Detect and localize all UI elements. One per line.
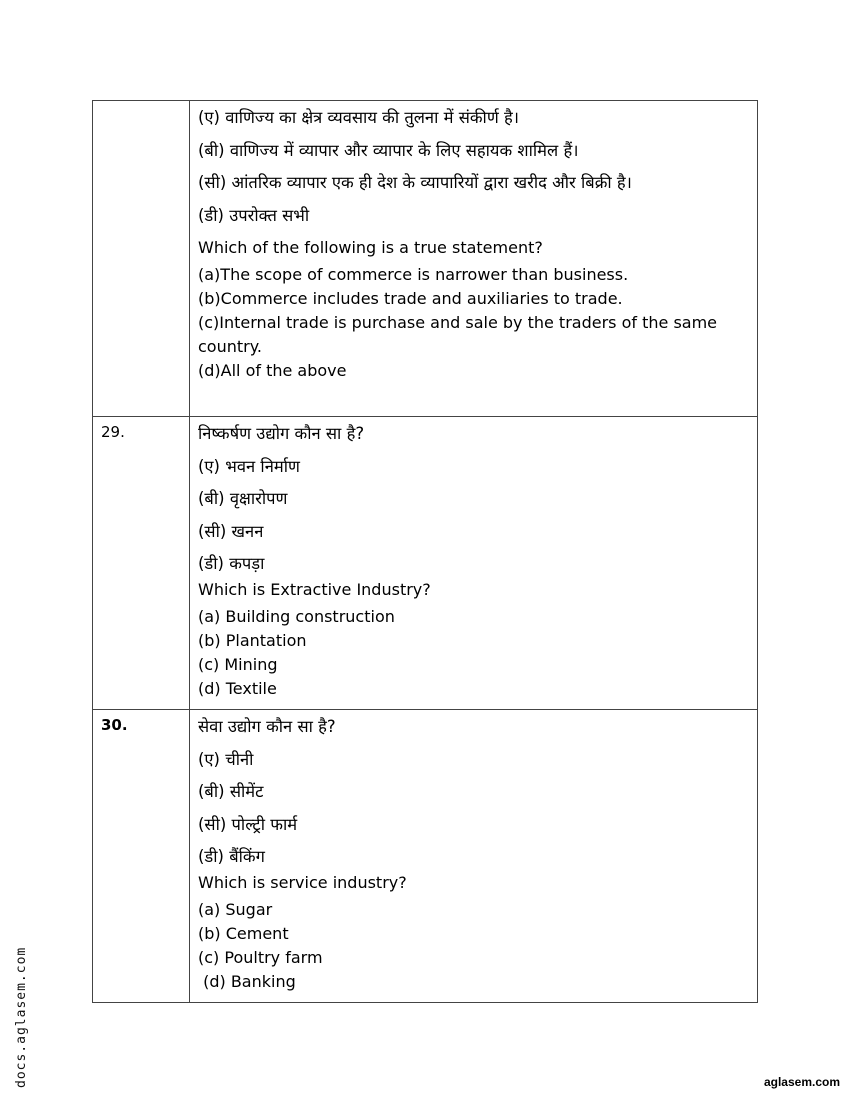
hindi-option: (बी) वृक्षारोपण — [198, 489, 288, 508]
side-watermark: docs.aglasem.com — [14, 946, 29, 1088]
english-question: Which is service industry? — [198, 873, 407, 892]
hindi-option: (ए) वाणिज्य का क्षेत्र व्यवसाय की तुलना में संकीर्ण है। — [198, 108, 520, 127]
question-row — [93, 710, 758, 1003]
english-option: (d)All of the above — [198, 361, 347, 380]
english-option: (a) Building construction — [198, 607, 395, 626]
question-body — [190, 417, 758, 710]
question-body — [190, 101, 758, 417]
hindi-question: निष्कर्षण उद्योग कौन सा है? — [198, 424, 365, 443]
question-number: 30. — [93, 710, 190, 1003]
question-row — [93, 417, 758, 710]
hindi-option: (बी) वाणिज्य में व्यापार और व्यापार के लिए सहायक शामिल हैं। — [198, 140, 579, 160]
english-option: (b) Plantation — [198, 631, 307, 650]
hindi-option: (सी) आंतरिक व्यापार एक ही देश के व्यापारियों द्वारा खरीद और बिक्री है। — [198, 173, 632, 192]
hindi-option: (ए) चीनी — [198, 749, 254, 769]
hindi-option: (सी) खनन — [198, 521, 264, 541]
hindi-option: (डी) उपरोक्त सभी — [198, 205, 310, 225]
question-table — [92, 100, 758, 1003]
english-question: Which of the following is a true statement? — [198, 238, 543, 257]
english-option: (a) Sugar — [198, 900, 273, 919]
english-option: (d) Banking — [198, 972, 296, 991]
hindi-option: (सी) पोल्ट्री फार्म — [198, 814, 298, 834]
hindi-option: (ए) भवन निर्माण — [198, 456, 300, 476]
question-body — [190, 710, 758, 1003]
english-option: (b) Cement — [198, 924, 289, 943]
english-option: (c) Mining — [198, 655, 278, 674]
question-number: 29. — [93, 417, 190, 710]
hindi-option: (डी) बैंकिंग — [198, 847, 265, 866]
english-option: (c)Internal trade is purchase and sale by the traders of the same country. — [198, 313, 718, 356]
english-option: (c) Poultry farm — [198, 948, 323, 967]
english-question: Which is Extractive Industry? — [198, 580, 431, 599]
hindi-option: (बी) सीमेंट — [198, 782, 264, 801]
hindi-question: सेवा उद्योग कौन सा है? — [198, 717, 336, 736]
english-option: (d) Textile — [198, 679, 277, 698]
english-option: (b)Commerce includes trade and auxiliaries to trade. — [198, 289, 623, 308]
english-option: (a)The scope of commerce is narrower than business. — [198, 265, 629, 284]
hindi-option: (डी) कपड़ा — [198, 554, 265, 573]
question-number — [93, 101, 190, 417]
footer-brand[interactable]: aglasem.com — [763, 1075, 840, 1089]
question-row — [93, 101, 758, 417]
